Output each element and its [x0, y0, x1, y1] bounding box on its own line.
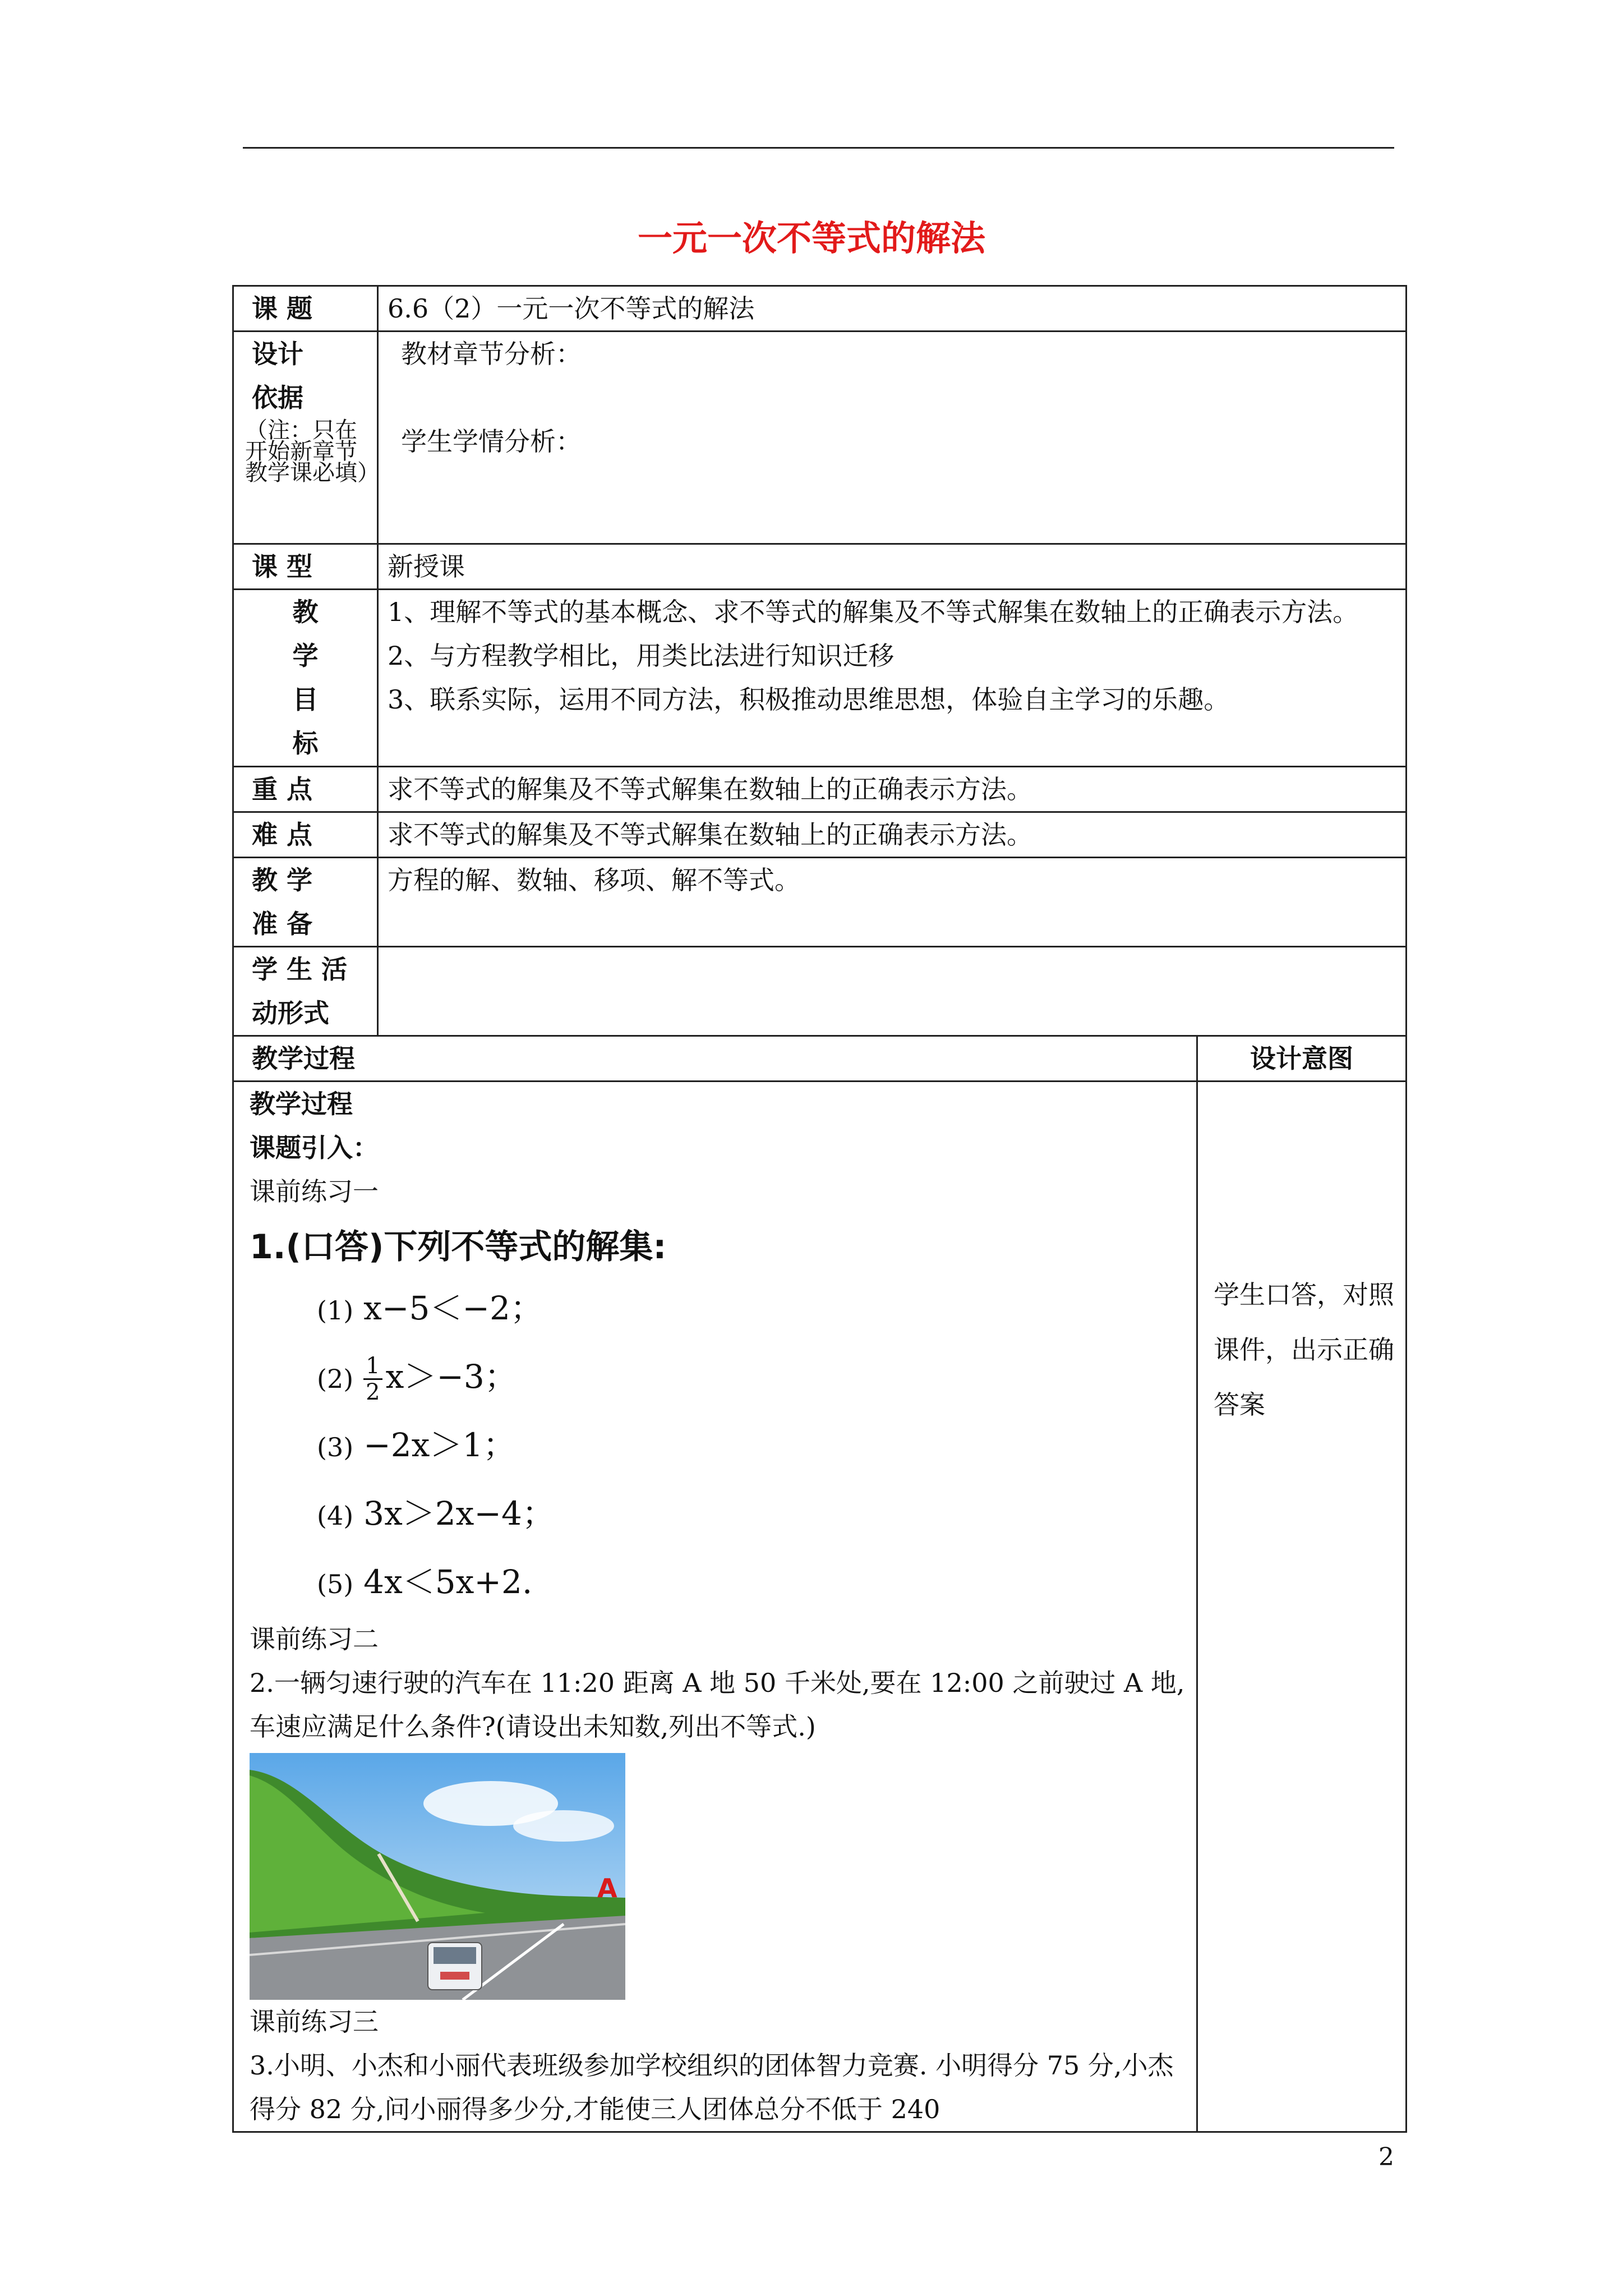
- math-item: [250, 1549, 1196, 1617]
- goals-label-char: 目: [292, 684, 319, 715]
- textbook-analysis: 教材章节分析：: [401, 339, 582, 369]
- math-item: [250, 1275, 1196, 1343]
- goal-item: 3、联系实际，运用不同方法，积极推动思维思想，体验自主学习的乐趣。: [388, 684, 1230, 715]
- intent-header: 设计意图: [1197, 1036, 1407, 1082]
- design-note: （注：只在开始新章节教学课必填）: [245, 417, 380, 486]
- fraction: [363, 1354, 382, 1405]
- math-item: [250, 1480, 1196, 1549]
- difficulty-value: 求不等式的解集及不等式解集在数轴上的正确表示方法。: [378, 812, 1407, 858]
- question-3-text: 3.小明、小杰和小丽代表班级参加学校组织的团体智力竞赛. 小明得分 75 分,小杰得分 82 分,问小丽得多少分,才能使三人团体总分不低于 240: [250, 2050, 1174, 2124]
- math-item-expr: 3x＞2x−4；: [363, 1494, 555, 1533]
- process-header: 教学过程: [233, 1036, 1197, 1082]
- goals-label-char: 教: [292, 597, 319, 627]
- design-basis-label: [233, 332, 378, 544]
- math-item-number: (3): [317, 1432, 354, 1462]
- math-item-number: (1): [317, 1295, 354, 1326]
- topic-label: 课 题: [233, 286, 378, 332]
- type-label: 课 型: [233, 544, 378, 590]
- activity-value: [378, 947, 1407, 1036]
- difficulty-label: 难 点: [233, 812, 378, 858]
- highway-photo: [250, 1753, 625, 2000]
- goal-item: 1、理解不等式的基本概念、求不等式的解集及不等式解集在数轴上的正确表示方法。: [388, 597, 1359, 627]
- prep-label-1: 教 学: [252, 865, 313, 895]
- intent-content: 学生口答，对照课件，出示正确答案: [1197, 1082, 1407, 2132]
- topic-value: 6.6（2）一元一次不等式的解法: [378, 286, 1407, 332]
- student-analysis: 学生学情分析：: [401, 426, 582, 457]
- location-marker-label: A: [597, 1873, 617, 1903]
- key-point-value: 求不等式的解集及不等式解集在数轴上的正确表示方法。: [378, 767, 1407, 812]
- process-heading: 教学过程: [250, 1089, 353, 1119]
- math-item-expr: 4x＜5x+2.: [363, 1563, 533, 1601]
- exercise-1-label: 课前练习一: [250, 1176, 379, 1207]
- question-2-text: 2.一辆匀速行驶的汽车在 11:20 距离 A 地 50 千米处,要在 12:00 之前驶过 A 地,车速应满足什么条件?(请设出未知数,列出不等式.): [250, 1668, 1185, 1742]
- preparation-value: 方程的解、数轴、移项、解不等式。: [378, 858, 1407, 947]
- type-value: 新授课: [378, 544, 1407, 590]
- design-label-2: 依据: [252, 383, 303, 413]
- math-item-number: (4): [317, 1501, 354, 1531]
- goals-content: [378, 590, 1407, 767]
- math-item-number: (2): [317, 1364, 354, 1394]
- activity-label: [233, 947, 378, 1036]
- goals-label-char: 标: [292, 728, 319, 758]
- math-item-number: (5): [317, 1569, 354, 1599]
- design-label-1: 设计: [252, 339, 303, 369]
- key-point-label: 重 点: [233, 767, 378, 812]
- exercise-3-label: 课前练习三: [250, 2007, 379, 2037]
- math-item: [250, 1343, 1196, 1412]
- math-item: [250, 1412, 1196, 1480]
- intro-heading: 课题引入：: [250, 1133, 379, 1163]
- process-content: [233, 1082, 1197, 2132]
- page-number: 2: [1378, 2143, 1394, 2171]
- math-item-expr: −2x＞1；: [363, 1426, 516, 1464]
- goals-label: [233, 590, 378, 767]
- header-rule: [243, 147, 1394, 149]
- exercise-2-label: 课前练习二: [250, 1624, 379, 1654]
- goals-label-char: 学: [292, 641, 319, 671]
- page-title: 一元一次不等式的解法: [637, 218, 985, 259]
- activity-label-1: 学 生 活: [252, 954, 348, 984]
- activity-label-2: 动形式: [252, 998, 329, 1028]
- highway-photo-illustration: [250, 1753, 625, 2000]
- prep-label-2: 准 备: [252, 909, 313, 939]
- math-item-expr: x＞−3；: [385, 1358, 517, 1396]
- lesson-plan-table: [232, 285, 1407, 2133]
- fraction-numerator: 1: [363, 1354, 382, 1380]
- question-1-title: 1.(口答)下列不等式的解集:: [250, 1227, 667, 1267]
- fraction-denominator: 2: [366, 1379, 380, 1406]
- goal-item: 2、与方程教学相比，用类比法进行知识迁移: [388, 641, 895, 671]
- math-item-expr: x−5＜−2；: [363, 1289, 543, 1327]
- preparation-label: [233, 858, 378, 947]
- design-basis-content: [378, 332, 1407, 544]
